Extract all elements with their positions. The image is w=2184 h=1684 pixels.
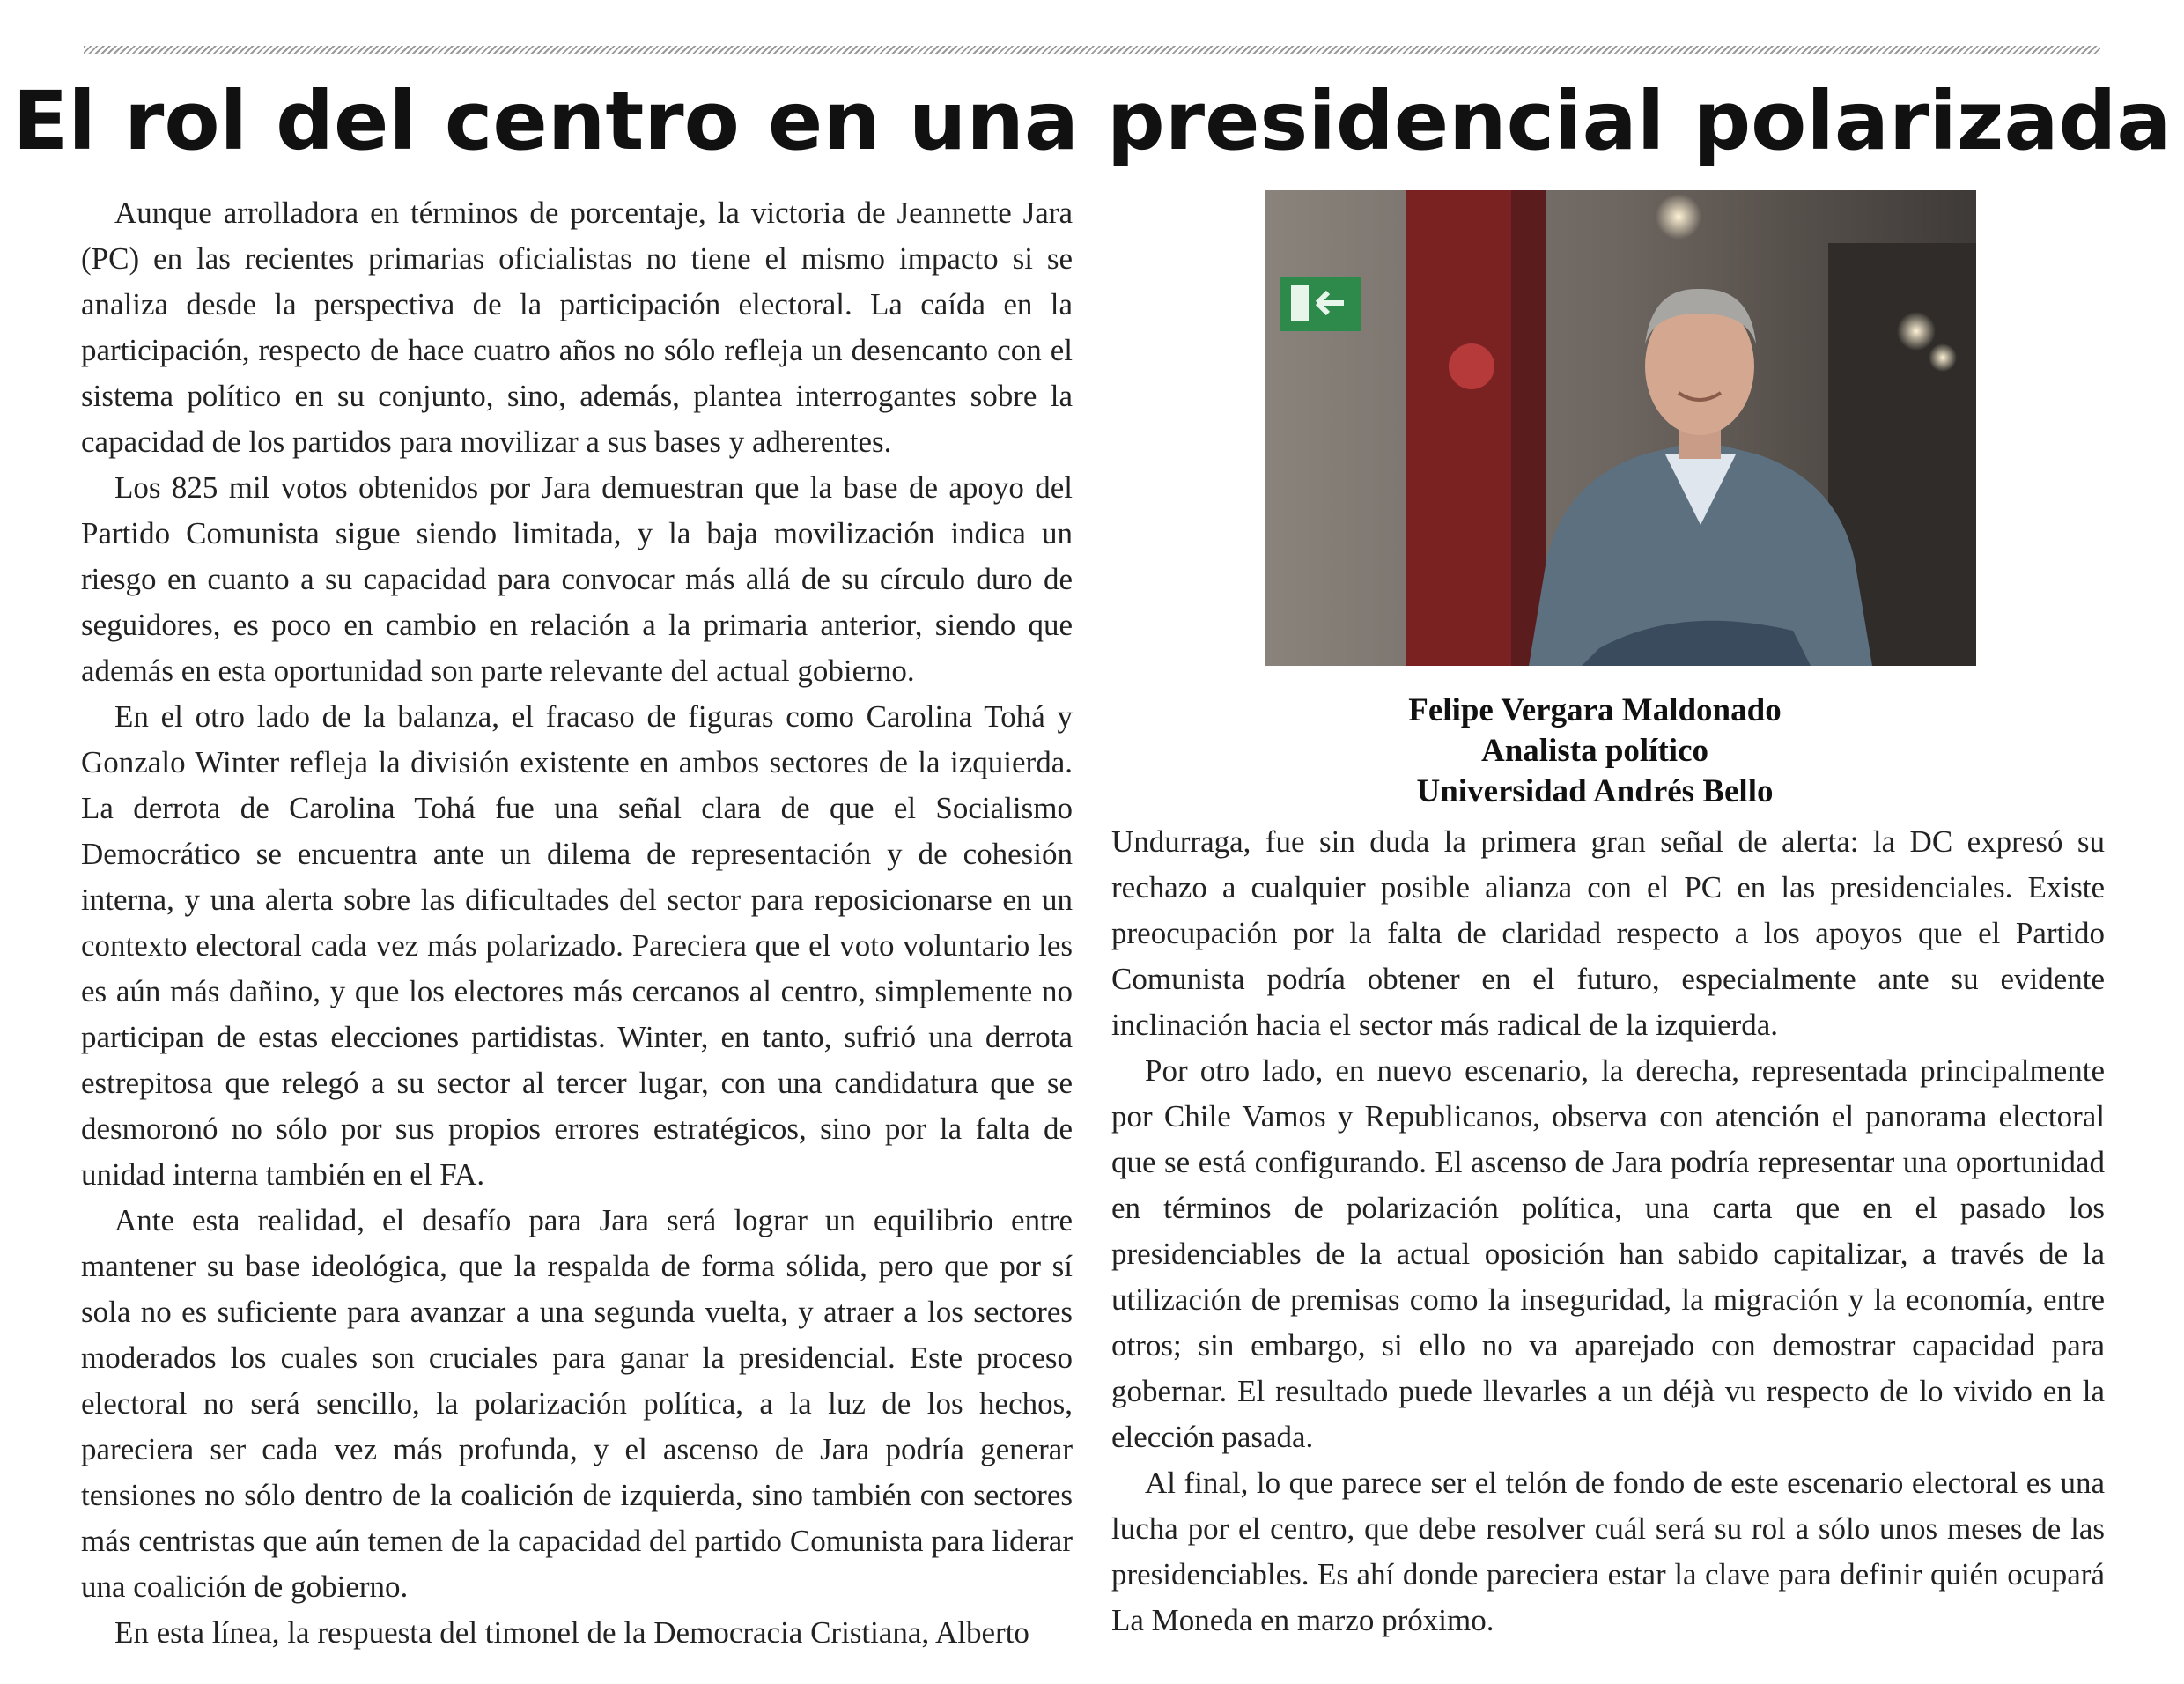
paragraph: Los 825 mil votos obtenidos por Jara demuestran que la base de apoyo del Partido Comunista sigue siendo limitada, y la baja movilización indica un riesgo en cuanto a su capacidad para convocar más allá de su círculo duro de seguidores, es poco en cambio en relación a la primaria anterior, siendo que además en esta oportunidad son parte relevante del actual gobierno. — [81, 470, 1073, 688]
article-column-right — [1111, 819, 2105, 1643]
author-portrait-image — [1265, 190, 1976, 666]
paragraph: Aunque arrolladora en términos de porcentaje, la victoria de Jeannette Jara (PC) en las recientes primarias oficialistas no tiene el mismo impacto si se analiza desde la perspectiva de la participación electoral. La caída en la participación, respecto de hace cuatro años no sólo refleja un desencanto con el sistema político en su conjunto, sino, además, plantea interrogantes sobre la capacidad de los partidos para movilizar a sus bases y adherentes. — [81, 196, 1073, 459]
caption-author-name: Felipe Vergara Maldonado — [1408, 692, 1782, 728]
photo-caption — [1111, 691, 2078, 812]
paragraph: En esta línea, la respuesta del timonel de la Democracia Cristiana, Alberto — [114, 1615, 1029, 1650]
caption-author-role: Analista político — [1481, 733, 1708, 769]
author-photo — [1265, 190, 1976, 666]
article-column-left — [81, 190, 1073, 1656]
top-decorative-rule — [84, 46, 2100, 54]
paragraph: Al final, lo que parece ser el telón de fondo de este escenario electoral es una lucha por el centro, que debe resolver cuál será su rol a sólo unos meses de las presidenciables. Es ahí donde pareciera estar la clave para definir quién ocupará La Moneda en marzo próximo. — [1111, 1466, 2105, 1637]
paragraph: Ante esta realidad, el desafío para Jara será lograr un equilibrio entre mantener su base ideológica, que la respalda de forma sólida, pero que por sí sola no es suficiente para avanzar a una segunda vuelta, y atraer a los sectores moderados los cuales son cruciales para ganar la presidencial. Este proceso electoral no será sencillo, la polarización política, a la luz de los hechos, pareciera ser cada vez más profunda, y el ascenso de Jara podría generar tensiones no sólo dentro de la coalición de izquierda, sino también con sectores más centristas que aún temen de la capacidad del partido Comunista para liderar una coalición de gobierno. — [81, 1203, 1073, 1604]
article-headline: El rol del centro en una presidencial polarizada — [12, 74, 2172, 168]
paragraph: En el otro lado de la balanza, el fracaso de figuras como Carolina Tohá y Gonzalo Winter refleja la división existente en ambos sectores de la izquierda. La derrota de Carolina Tohá fue una señal clara de que el Socialismo Democrático se encuentra ante un dilema de representación y de cohesión interna, y una alerta sobre las dificultades del sector para reposicionarse en un contexto electoral cada vez más polarizado. Pareciera que el voto voluntario les es aún más dañino, y que los electores más cercanos al centro, simplemente no participan de estas elecciones partidistas. Winter, en tanto, sufrió una derrota estrepitosa que relegó a su sector al tercer lugar, con una candidatura que se desmoronó no sólo por sus propios errores estratégicos, sino por la falta de unidad interna también en el FA. — [81, 699, 1073, 1192]
caption-author-institution: Universidad Andrés Bello — [1416, 773, 1774, 809]
paragraph: Por otro lado, en nuevo escenario, la derecha, representada principalmente por Chile Vamos y Republicanos, observa con atención el panorama electoral que se está configurando. El ascenso de Jara podría representar una oportunidad en términos de polarización política, una carta que en el pasado los presidenciables de la actual oposición han sabido capitalizar, a través de la utilización de premisas como la inseguridad, la migración y la economía, entre otros; sin embargo, si ello no va aparejado con demostrar capacidad para gobernar. El resultado puede llevarles a un déjà vu respecto de lo vivido en la elección pasada. — [1111, 1053, 2105, 1454]
paragraph: Undurraga, fue sin duda la primera gran señal de alerta: la DC expresó su rechazo a cualquier posible alianza con el PC en las presidenciales. Existe preocupación por la falta de claridad respecto a los apoyos que el Partido Comunista podría obtener en el futuro, especialmente ante su evidente inclinación hacia el sector más radical de la izquierda. — [1111, 824, 2105, 1042]
